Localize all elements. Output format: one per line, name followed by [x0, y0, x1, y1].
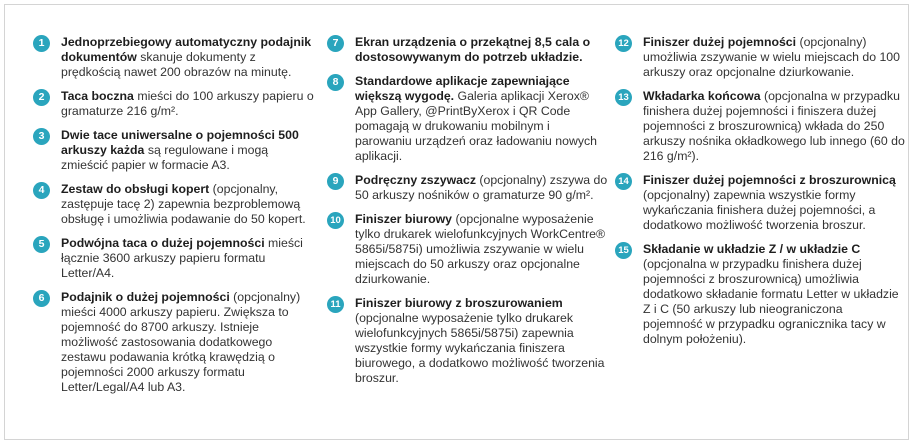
number-badge: 12	[615, 35, 632, 52]
feature-item-3	[33, 128, 315, 173]
feature-description: mieści do 100 arkuszy papieru o gramaturze 216 g/m².	[61, 89, 314, 118]
feature-title: Wkładarka końcowa	[643, 89, 761, 103]
feature-description: skanuje dokumenty z prędkością nawet 200 obrazów na minutę.	[61, 50, 292, 79]
feature-item-7	[327, 35, 609, 65]
feature-title: Dwie tace uniwersalne o pojemności 500 arkuszy każda	[61, 128, 299, 157]
number-badge: 5	[33, 236, 50, 253]
number-badge: 1	[33, 35, 50, 52]
feature-description: Galeria aplikacji Xerox® App Gallery, @PrintByXerox i QR Code pomagają w drukowaniu mobilnym i parowaniu urządzeń oraz ładowaniu nowych aplikacji.	[355, 89, 597, 163]
feature-title: Finiszer dużej pojemności	[643, 35, 797, 49]
feature-title: Finiszer dużej pojemności z broszurownicą	[643, 173, 896, 187]
feature-title: Finiszer biurowy	[355, 212, 453, 226]
feature-description: (opcjonalny) umożliwia zszywanie w wielu miejscach do 100 arkuszy oraz opcjonalne dziurkowanie.	[643, 35, 900, 79]
feature-description: (opcjonalny, zastępuje tacę 2) zapewnia bezproblemową obsługę i umożliwia podawanie do 50 kopert.	[61, 182, 306, 226]
feature-item-14	[615, 173, 905, 233]
feature-item-13	[615, 89, 905, 164]
feature-title: Podręczny zszywacz	[355, 173, 476, 187]
number-badge: 7	[327, 35, 344, 52]
feature-title: Składanie w układzie Z / w układzie C	[643, 242, 861, 256]
feature-item-6	[33, 290, 315, 395]
column-2	[327, 35, 609, 395]
feature-item-10	[327, 212, 609, 287]
feature-item-9	[327, 173, 609, 203]
feature-title: Standardowe aplikacje zapewniające większą wygodę.	[355, 74, 570, 103]
feature-title: Ekran urządzenia o przekątnej 8,5 cala o dostosowywanym do potrzeb układzie.	[355, 35, 591, 64]
feature-title: Jednoprzebiegowy automatyczny podajnik dokumentów	[61, 35, 312, 64]
feature-item-8	[327, 74, 609, 164]
feature-item-4	[33, 182, 315, 227]
feature-description: mieści łącznie 3600 arkuszy papieru formatu Letter/A4.	[61, 236, 303, 280]
number-badge: 15	[615, 242, 632, 259]
feature-description: (opcjonalny) zapewnia wszystkie formy wykańczania finishera dużej pojemności, a dodatkowo możliwość tworzenia broszur.	[643, 188, 876, 232]
feature-item-12	[615, 35, 905, 80]
feature-description: (opcjonalna w przypadku finishera dużej pojemności i finiszera dużej pojemności z broszurownicą) wkłada do 250 arkuszy nośnika okładkowego lub innego (60 do 216 g/m²).	[643, 89, 905, 163]
feature-title: Finiszer biurowy z broszurowaniem	[355, 296, 563, 310]
feature-title: Podwójna taca o dużej pojemności	[61, 236, 265, 250]
number-badge: 10	[327, 212, 344, 229]
feature-list-panel	[4, 4, 909, 440]
number-badge: 6	[33, 290, 50, 307]
number-badge: 4	[33, 182, 50, 199]
feature-title: Podajnik o dużej pojemności	[61, 290, 230, 304]
feature-description: (opcjonalny) zszywa do 50 arkuszy nośników o gramaturze 90 g/m².	[355, 173, 608, 202]
number-badge: 13	[615, 89, 632, 106]
feature-description: (opcjonalna w przypadku finishera dużej pojemności z broszurownicą) umożliwia dodatkowo składanie formatu Letter w układzie Z i C (50 arkuszy lub nieograniczona pojemność w przypadku ogranicznika tacy w dolnym położeniu).	[643, 257, 899, 346]
feature-description: są regulowane i mogą zmieścić papier w formacie A3.	[61, 143, 269, 172]
number-badge: 14	[615, 173, 632, 190]
number-badge: 2	[33, 89, 50, 106]
feature-title: Taca boczna	[61, 89, 134, 103]
feature-item-1	[33, 35, 315, 80]
feature-item-15	[615, 242, 905, 347]
number-badge: 9	[327, 173, 344, 190]
number-badge: 8	[327, 74, 344, 91]
feature-description: (opcjonalne wyposażenie tylko drukarek wielofunkcyjnych WorkCentre® 5865i/5875i) umożliwia zszywanie w wielu miejscach do 50 arkuszy oraz opcjonalne dziurkowanie.	[355, 212, 606, 286]
number-badge: 11	[327, 296, 344, 313]
column-3	[615, 35, 905, 356]
feature-title: Zestaw do obsługi kopert	[61, 182, 210, 196]
column-1	[33, 35, 315, 404]
feature-item-5	[33, 236, 315, 281]
feature-item-2	[33, 89, 315, 119]
feature-item-11	[327, 296, 609, 386]
feature-description: (opcjonalny) mieści 4000 arkuszy papieru. Zwiększa to pojemność do 8700 arkuszy. Istnieje możliwość zastosowania dodatkowego zestawu podawania krótką krawędzią o pojemności 2000 arkuszy formatu Letter/Legal/A4 lub A3.	[61, 290, 301, 394]
feature-description: (opcjonalne wyposażenie tylko drukarek wielofunkcyjnych 5865i/5875i) zapewnia wszystkie formy wykańczania finiszera biurowego, a dodatkowo możliwość tworzenia broszur.	[355, 311, 605, 385]
number-badge: 3	[33, 128, 50, 145]
